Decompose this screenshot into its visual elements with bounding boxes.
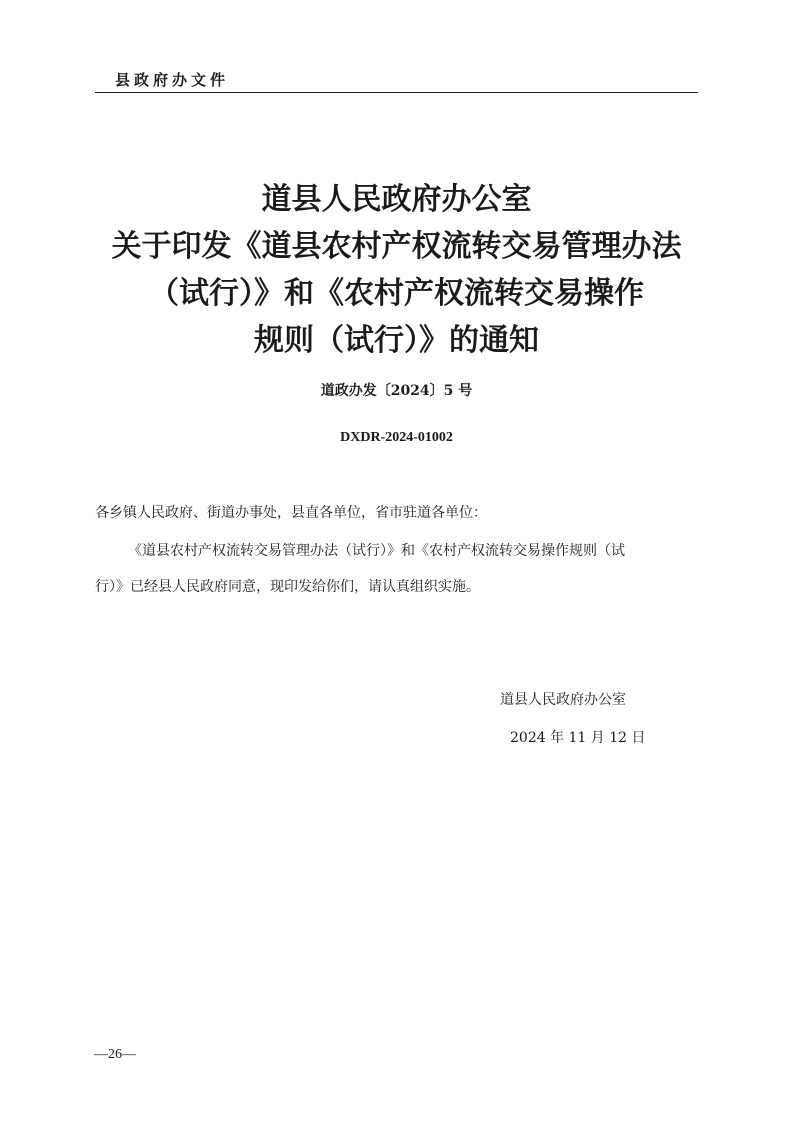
body-text-line-1: 《道县农村产权流转交易管理办法（试行）》和《农村产权流转交易操作规则（试: [128, 543, 625, 559]
title-line-2: 关于印发《道县农村产权流转交易管理办法: [111, 229, 682, 264]
document-title: [95, 176, 698, 364]
header-divider: [95, 92, 698, 93]
title-line-1: 道县人民政府办公室: [261, 182, 532, 217]
body-text-line-2: 行）》已经县人民政府同意，现印发给你们，请认真组织实施。: [95, 579, 480, 595]
issue-date: 2024 年 11 月 12 日: [510, 730, 646, 746]
title-line-3: （试行）》和《农村产权流转交易操作: [149, 276, 644, 311]
document-code: DXDR-2024-01002: [340, 430, 453, 445]
page-number: —26—: [94, 1047, 136, 1062]
header-title: 县政府办文件: [115, 71, 230, 89]
issuer-signature: 道县人民政府办公室: [500, 692, 626, 708]
title-line-4: 规则（试行）》的通知: [254, 323, 539, 358]
document-number: 道政办发〔2024〕5 号: [320, 383, 473, 399]
salutation: 各乡镇人民政府、街道办事处，县直各单位，省市驻道各单位：: [95, 505, 487, 521]
